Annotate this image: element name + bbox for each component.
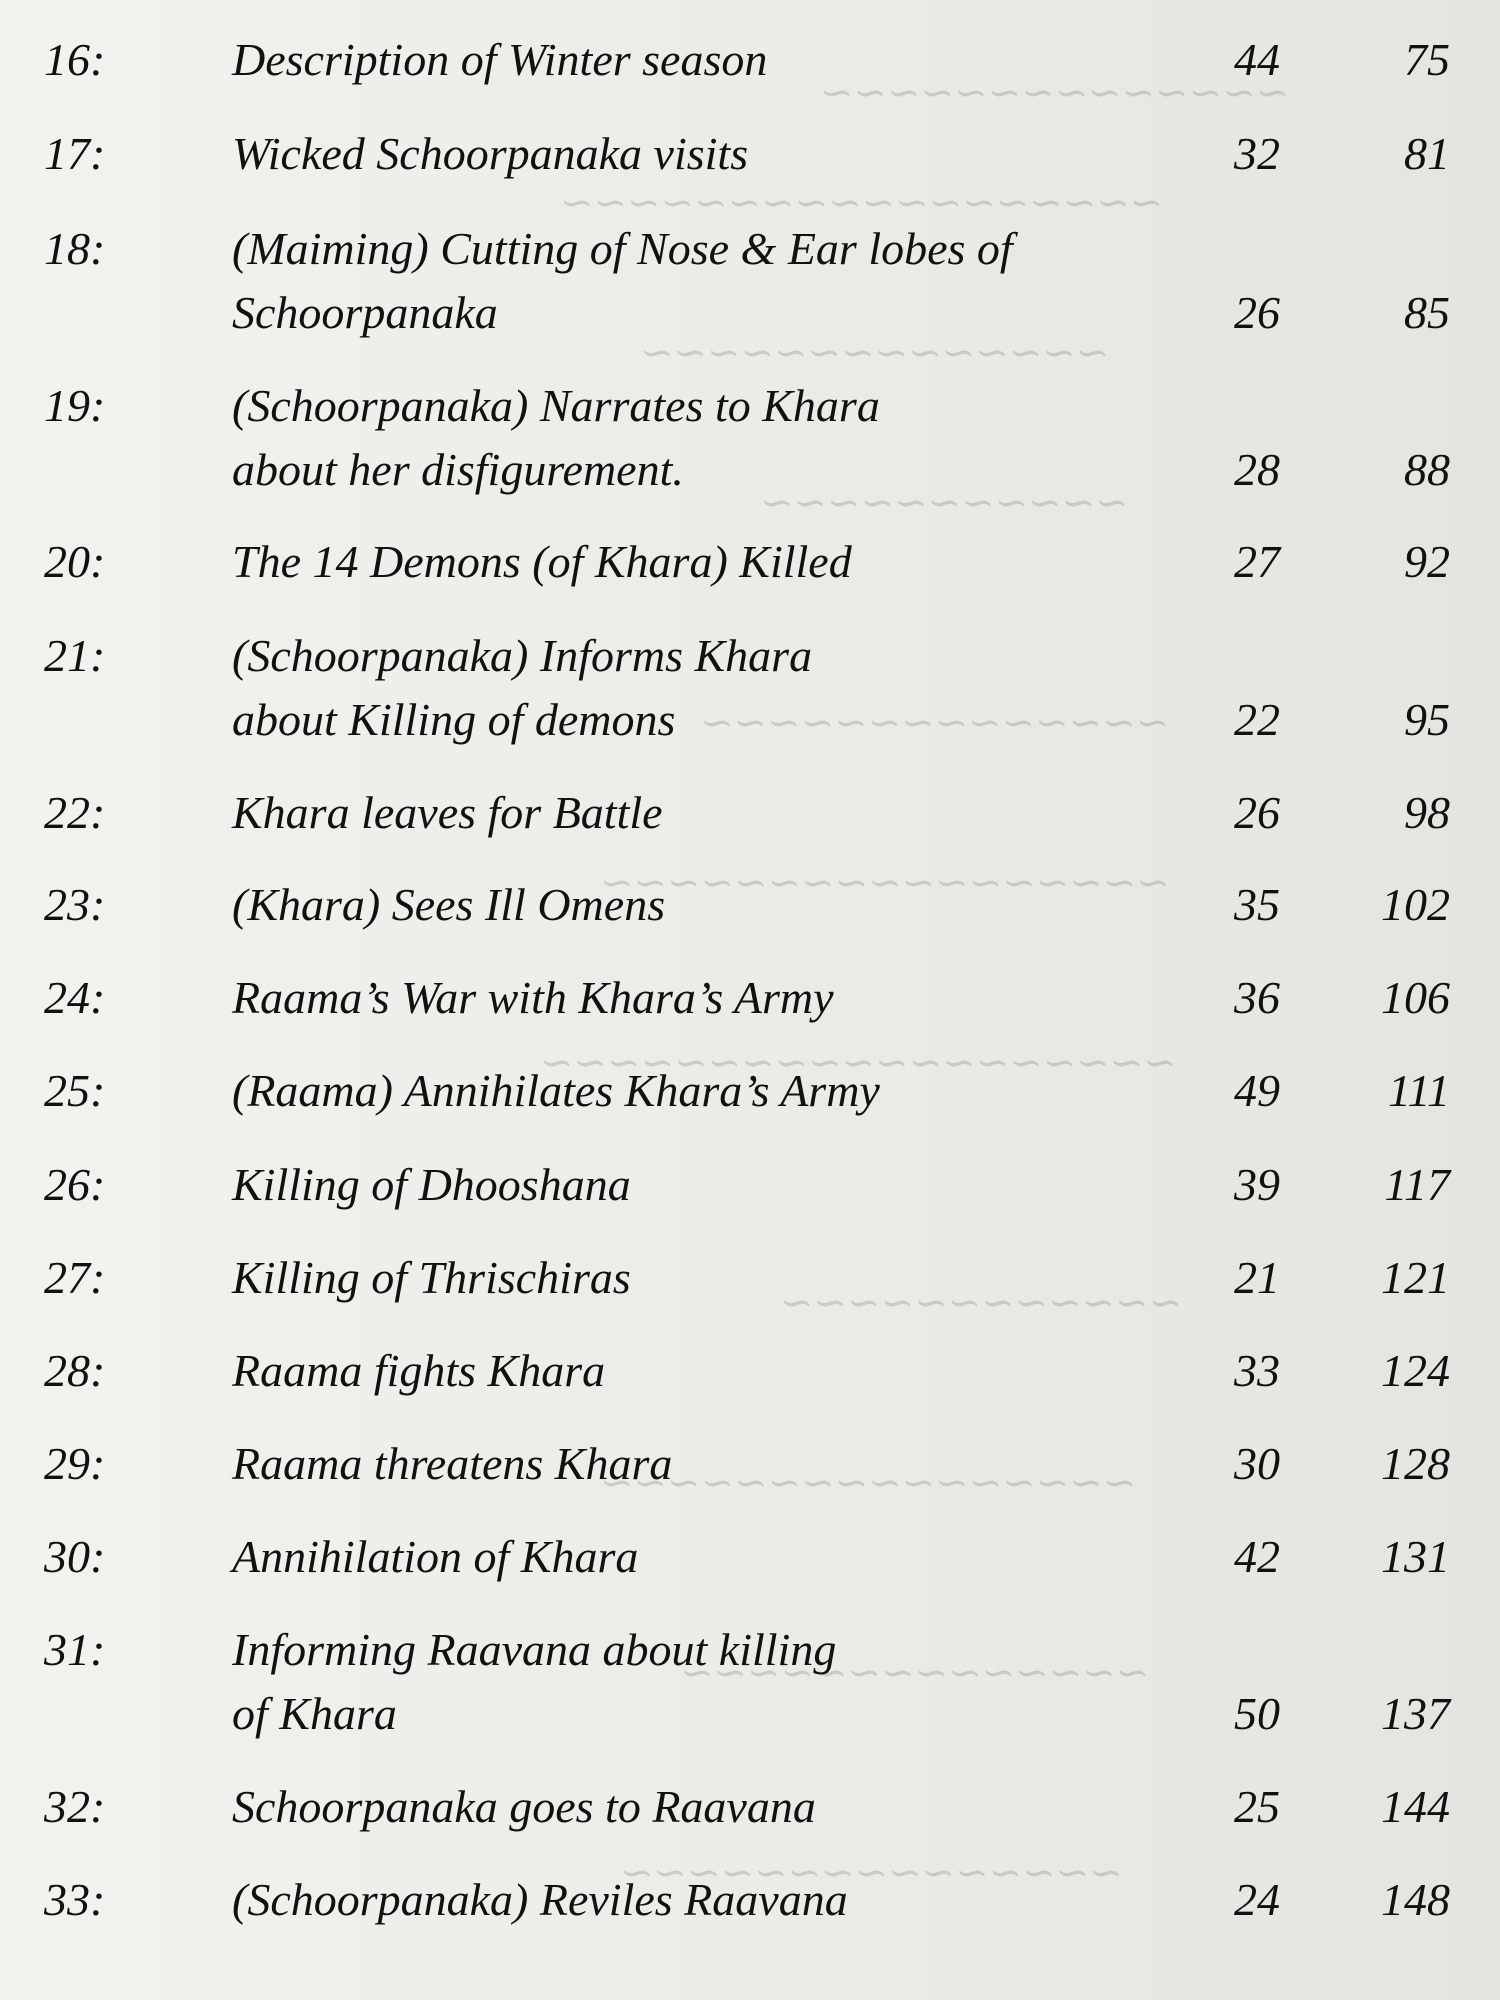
entry-title-line: (Schoorpanaka) Reviles Raavana [232, 1874, 848, 1925]
entry-title [232, 217, 1282, 345]
entry-title [232, 1432, 1282, 1496]
entry-number: 26: [44, 1159, 106, 1210]
entry-title-line: (Schoorpanaka) Narrates to Khara [232, 380, 880, 431]
entry-page-number: 117 [1384, 1159, 1450, 1210]
entry-number: 29: [44, 1438, 106, 1489]
entry-title-line: Schoorpanaka goes to Raavana [232, 1781, 816, 1832]
entry-verse-count: 24 [1234, 1874, 1280, 1925]
entry-verse-count: 33 [1234, 1345, 1280, 1396]
entry-number: 17: [44, 128, 106, 179]
entry-title [232, 1525, 1282, 1589]
entry-number: 25: [44, 1065, 106, 1116]
entry-title-line: Description of Winter season [232, 34, 768, 85]
entry-page-number: 85 [1404, 287, 1450, 338]
entry-title [232, 873, 1282, 937]
entry-page-number: 98 [1404, 787, 1450, 838]
entry-number: 20: [44, 536, 106, 587]
entry-title [232, 1339, 1282, 1403]
entry-number: 19: [44, 380, 106, 431]
entry-title [232, 1246, 1282, 1310]
entry-page-number: 111 [1387, 1065, 1450, 1116]
entry-title [232, 28, 1282, 92]
entry-title-line: about her disfigurement. [232, 444, 684, 495]
entry-page-number: 95 [1404, 694, 1450, 745]
entry-verse-count: 32 [1234, 128, 1280, 179]
entry-title-line: Schoorpanaka [232, 287, 498, 338]
entry-number: 23: [44, 879, 106, 930]
entry-page-number: 92 [1404, 536, 1450, 587]
entry-title [232, 966, 1282, 1030]
entry-title-line: (Raama) Annihilates Khara’s Army [232, 1065, 880, 1116]
entry-title-line: of Khara [232, 1688, 397, 1739]
entry-number: 18: [44, 223, 106, 274]
entry-page-number: 102 [1381, 879, 1450, 930]
entry-title [232, 1775, 1282, 1839]
entry-verse-count: 42 [1234, 1531, 1280, 1582]
entry-title [232, 1618, 1282, 1746]
entry-title [232, 1868, 1282, 1932]
entry-number: 22: [44, 787, 106, 838]
entry-verse-count: 22 [1234, 694, 1280, 745]
entry-title-line: Raama’s War with Khara’s Army [232, 972, 834, 1023]
entry-verse-count: 28 [1234, 444, 1280, 495]
entry-verse-count: 36 [1234, 972, 1280, 1023]
entry-title-line: The 14 Demons (of Khara) Killed [232, 536, 852, 587]
entry-verse-count: 39 [1234, 1159, 1280, 1210]
entry-verse-count: 50 [1234, 1688, 1280, 1739]
entry-verse-count: 27 [1234, 536, 1280, 587]
entry-title-line: (Schoorpanaka) Informs Khara [232, 630, 813, 681]
entry-page-number: 131 [1381, 1531, 1450, 1582]
entry-page-number: 137 [1381, 1688, 1450, 1739]
entry-page-number: 121 [1381, 1252, 1450, 1303]
entry-number: 28: [44, 1345, 106, 1396]
entry-verse-count: 30 [1234, 1438, 1280, 1489]
entry-page-number: 81 [1404, 128, 1450, 179]
entry-title [232, 1153, 1282, 1217]
entry-verse-count: 26 [1234, 287, 1280, 338]
entry-title-line: Raama fights Khara [232, 1345, 606, 1396]
entry-page-number: 106 [1381, 972, 1450, 1023]
entry-title-line: (Khara) Sees Ill Omens [232, 879, 666, 930]
entry-title-line: Informing Raavana about killing [232, 1624, 837, 1675]
entry-page-number: 144 [1381, 1781, 1450, 1832]
entry-title-line: Khara leaves for Battle [232, 787, 663, 838]
entry-title [232, 530, 1282, 594]
entry-number: 16: [44, 34, 106, 85]
entry-page-number: 75 [1404, 34, 1450, 85]
entry-number: 33: [44, 1874, 106, 1925]
entry-number: 32: [44, 1781, 106, 1832]
entry-title-line: Wicked Schoorpanaka visits [232, 128, 749, 179]
entry-title-line: about Killing of demons [232, 694, 676, 745]
entry-number: 27: [44, 1252, 106, 1303]
entry-verse-count: 44 [1234, 34, 1280, 85]
entry-number: 24: [44, 972, 106, 1023]
entry-verse-count: 35 [1234, 879, 1280, 930]
entry-page-number: 124 [1381, 1345, 1450, 1396]
entry-verse-count: 25 [1234, 1781, 1280, 1832]
entry-title-line: Raama threatens Khara [232, 1438, 673, 1489]
entry-title [232, 624, 1282, 752]
entry-page-number: 128 [1381, 1438, 1450, 1489]
entry-number: 21: [44, 630, 106, 681]
entry-title-line: Killing of Dhooshana [232, 1159, 631, 1210]
entry-title [232, 374, 1282, 502]
entry-page-number: 148 [1381, 1874, 1450, 1925]
entry-number: 30: [44, 1531, 106, 1582]
entry-verse-count: 49 [1234, 1065, 1280, 1116]
entry-title [232, 122, 1282, 186]
entry-title-line: Killing of Thrischiras [232, 1252, 631, 1303]
entry-verse-count: 21 [1234, 1252, 1280, 1303]
entry-page-number: 88 [1404, 444, 1450, 495]
entry-verse-count: 26 [1234, 787, 1280, 838]
entry-title [232, 781, 1282, 845]
bleed-through-background: ~~~~~~~~~~~~~~ ~~~~~~~~~~~~~~~~~~ ~~~~~~~~~~~~~~ ~~~~~~~~~~~ ~~~~~~~~~~~~~~ ~~~~~~~~~~~~~~~~~ ~~~~~~~~~~~~~~~~~~~ ~~~~~~~~~~~~ ~~~~~~~~~~~~~~~~ ~~~~~~~~~~~~~~ ~~~~~~~~~~~~~~~ [540, 70, 1290, 1896]
entry-title-line: Annihilation of Khara [232, 1531, 639, 1582]
entry-title [232, 1059, 1282, 1123]
entry-title-line: (Maiming) Cutting of Nose & Ear lobes of [232, 223, 1013, 274]
entry-number: 31: [44, 1624, 106, 1675]
